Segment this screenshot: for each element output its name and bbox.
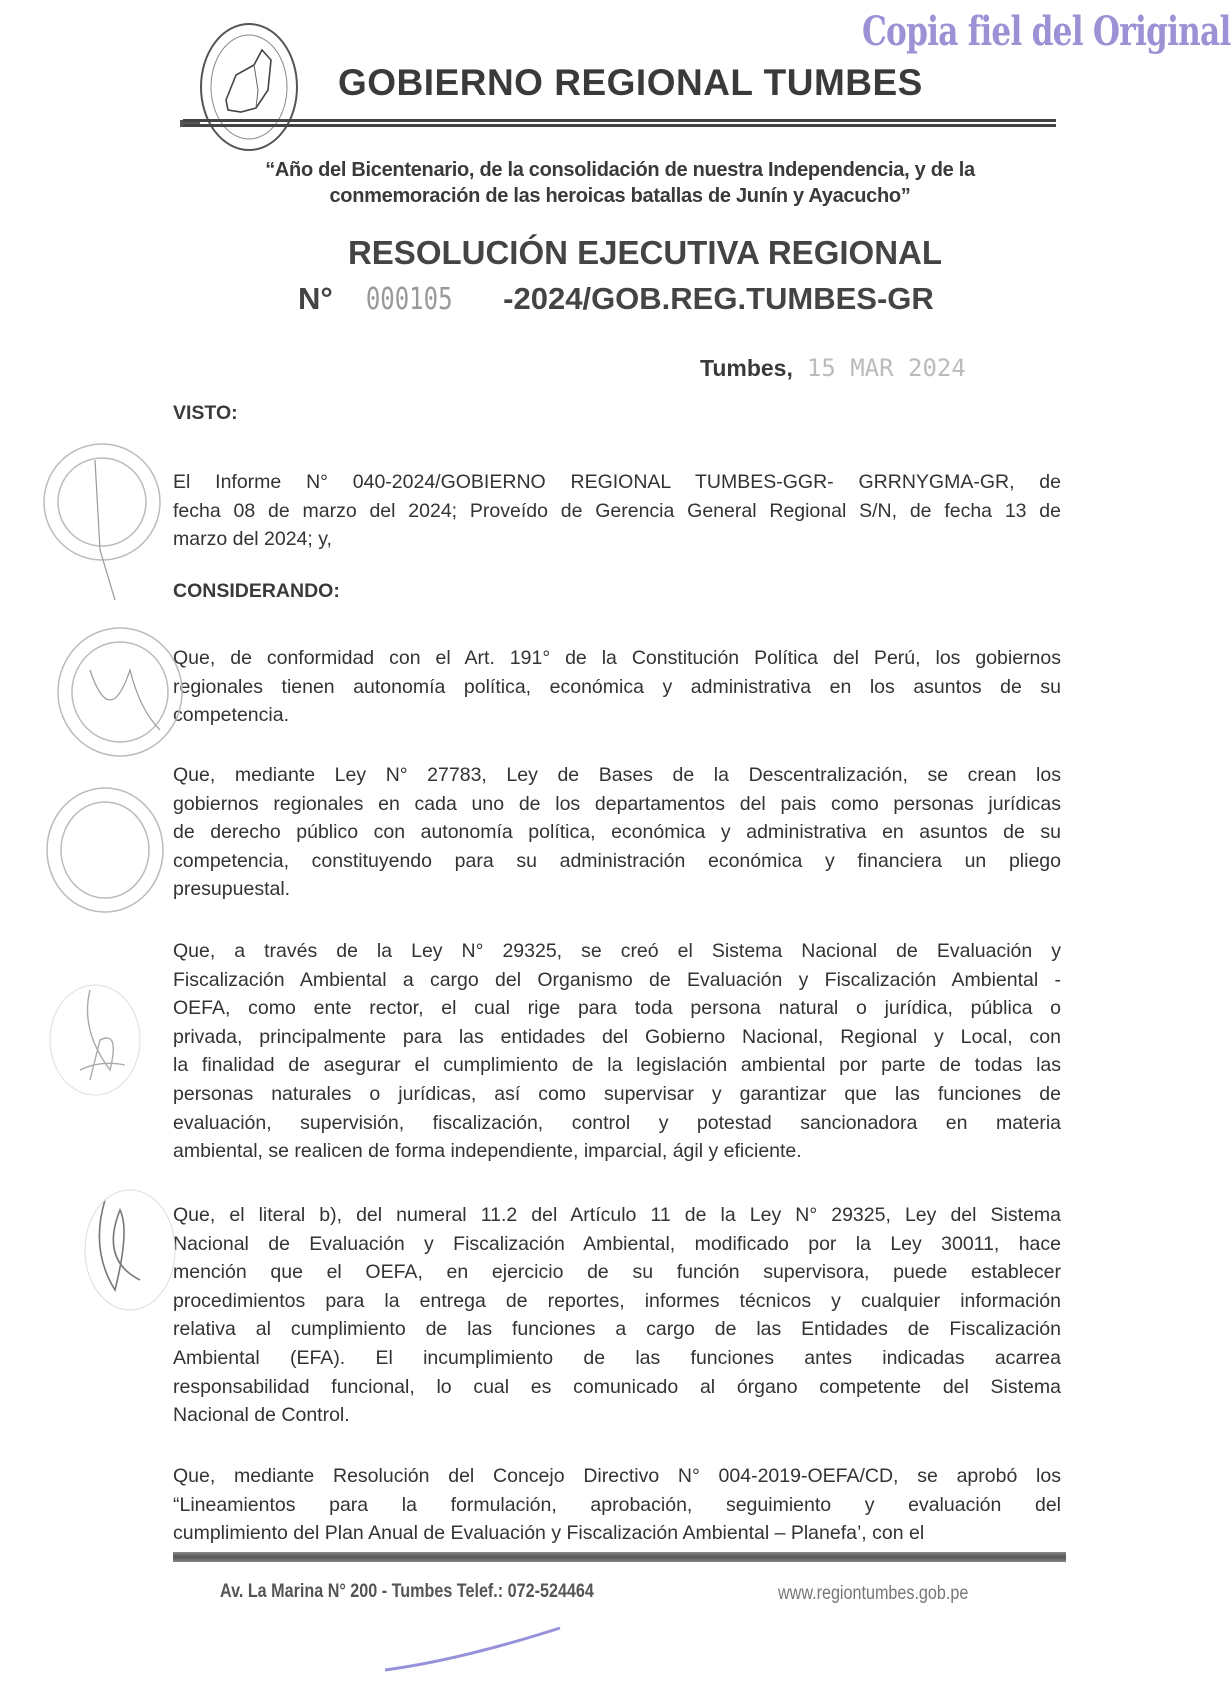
- paragraph-line: ambiental, se realicen de forma independiente, imparcial, ágil y eficiente.: [173, 1140, 802, 1163]
- paragraph-line: responsabilidad funcional, lo cual es comunicado al órgano competente del Sistema: [173, 1375, 1061, 1398]
- resolution-number: [298, 281, 934, 317]
- date-stamp: 15 MAR 2024: [806, 354, 966, 382]
- place: Tumbes,: [700, 355, 793, 381]
- paragraph-line: de derecho público con autonomía política, económica y administrativa en asuntos de su: [173, 821, 1061, 844]
- paragraph: [173, 1462, 1061, 1548]
- considerando-heading: CONSIDERANDO:: [173, 580, 340, 602]
- blue-ink-signature-stroke: [380, 1620, 580, 1680]
- visto-heading: VISTO:: [173, 402, 238, 424]
- number-prefix: N°: [298, 281, 333, 316]
- header-title: GOBIERNO REGIONAL TUMBES: [338, 62, 923, 103]
- signature: [90, 460, 160, 730]
- paragraph-line: competencia, constituyendo para su administración económica y financiera un pliego: [173, 849, 1061, 872]
- paragraph-line: Fiscalización Ambiental a cargo del Organismo de Evaluación y Fiscalización Ambiental -: [173, 968, 1061, 991]
- footer-address: Av. La Marina N° 200 - Tumbes Telef.: 072-524464: [220, 1581, 594, 1602]
- place-date: [700, 354, 966, 382]
- paragraph-line: evaluación, supervisión, fiscalización, control y potestad sancionadora en materia: [173, 1111, 1061, 1134]
- paragraph-line: personas naturales o jurídicas, así como supervisar y garantizar que las funciones de: [173, 1082, 1061, 1105]
- paragraph: [173, 761, 1061, 904]
- paragraph-line: “Lineamientos para la formulación, aprobación, seguimiento y evaluación del: [173, 1493, 1061, 1516]
- paragraph-line: relativa al cumplimiento de las funciones a cargo de las Entidades de Fiscalización: [173, 1318, 1061, 1341]
- header-divider: [183, 119, 1056, 129]
- resolution-title: RESOLUCIÓN EJECUTIVA REGIONAL: [347, 234, 943, 271]
- paragraph-line: Que, el literal b), del numeral 11.2 del Artículo 11 de la Ley N° 29325, Ley del Sistema: [173, 1204, 1061, 1226]
- number-suffix: -2024/GOB.REG.TUMBES-GR: [503, 281, 934, 316]
- footer-website[interactable]: www.regiontumbes.gob.pe: [778, 1583, 969, 1604]
- paragraph-line: Que, mediante Resolución del Concejo Directivo N° 004-2019-OEFA/CD, se aprobó los: [173, 1465, 1061, 1487]
- paragraph-line: marzo del 2024; y,: [173, 528, 332, 551]
- margin-seals-and-signatures: [20, 430, 190, 1680]
- paragraph-line: presupuestal.: [173, 878, 291, 901]
- paragraph-line: OEFA, como ente rector, el cual rige para toda persona natural o jurídica, pública o: [173, 997, 1061, 1020]
- seal-stamp: [47, 788, 163, 912]
- paragraph-line: fecha 08 de marzo del 2024; Proveído de Gerencia General Regional S/N, de fecha 13 de: [173, 499, 1061, 522]
- paragraph: [173, 1201, 1061, 1430]
- paragraph-line: privada, principalmente para las entidades del Gobierno Nacional, Regional y Local, con: [173, 1025, 1061, 1048]
- paragraph-line: Ambiental (EFA). El incumplimiento de las funciones antes indicadas acarrea: [173, 1346, 1061, 1369]
- paragraph-line: cumplimiento del Plan Anual de Evaluación y Fiscalización Ambiental – Planefa’, con el: [173, 1522, 925, 1545]
- year-motto-line-1: “Año del Bicentenario, de la consolidación de nuestra Independencia, y de la: [265, 159, 975, 181]
- paragraph-line: Que, mediante Ley N° 27783, Ley de Bases de la Descentralización, se crean los: [173, 764, 1061, 786]
- paragraph-line: El Informe N° 040-2024/GOBIERNO REGIONAL TUMBES-GGR- GRRNYGMA-GR, de: [173, 471, 1061, 493]
- seal-stamp: [44, 444, 160, 560]
- paragraph-line: gobiernos regionales en cada uno de los departamentos del pais como personas jurídicas: [173, 792, 1061, 815]
- paragraph-line: mención que el OEFA, en ejercicio de su función supervisora, puede establecer: [173, 1261, 1061, 1284]
- paragraph: [173, 937, 1061, 1166]
- paragraph-line: Que, a través de la Ley N° 29325, se creó el Sistema Nacional de Evaluación y: [173, 940, 1061, 962]
- number-stamp: 000105: [365, 282, 453, 317]
- paragraph-line: Nacional de Evaluación y Fiscalización Ambiental, modificado por la Ley 30011, hace: [173, 1232, 1061, 1255]
- paragraph-line: regionales tienen autonomía política, económica y administrativa en los asuntos de su: [173, 675, 1061, 698]
- copia-fiel-stamp: Copia fiel del Original: [862, 8, 1231, 55]
- paragraph-line: Que, de conformidad con el Art. 191° de la Constitución Política del Perú, los gobiernos: [173, 647, 1061, 669]
- paragraph-line: Nacional de Control.: [173, 1404, 350, 1427]
- year-motto-line-2: conmemoración de las heroicas batallas de Junín y Ayacucho”: [329, 185, 911, 207]
- paragraph-line: procedimientos para la entrega de reportes, informes técnicos y cualquier información: [173, 1289, 1061, 1312]
- signature: [99, 1200, 140, 1290]
- paragraph-line: la finalidad de asegurar el cumplimiento de la legislación ambiental por parte de todas las: [173, 1054, 1061, 1077]
- paragraph: [173, 468, 1061, 554]
- paragraph-line: competencia.: [173, 704, 289, 727]
- paragraph: [173, 644, 1061, 730]
- regional-logo-seal: [196, 20, 302, 155]
- footer-divider: [173, 1552, 1066, 1562]
- signature: [80, 990, 125, 1080]
